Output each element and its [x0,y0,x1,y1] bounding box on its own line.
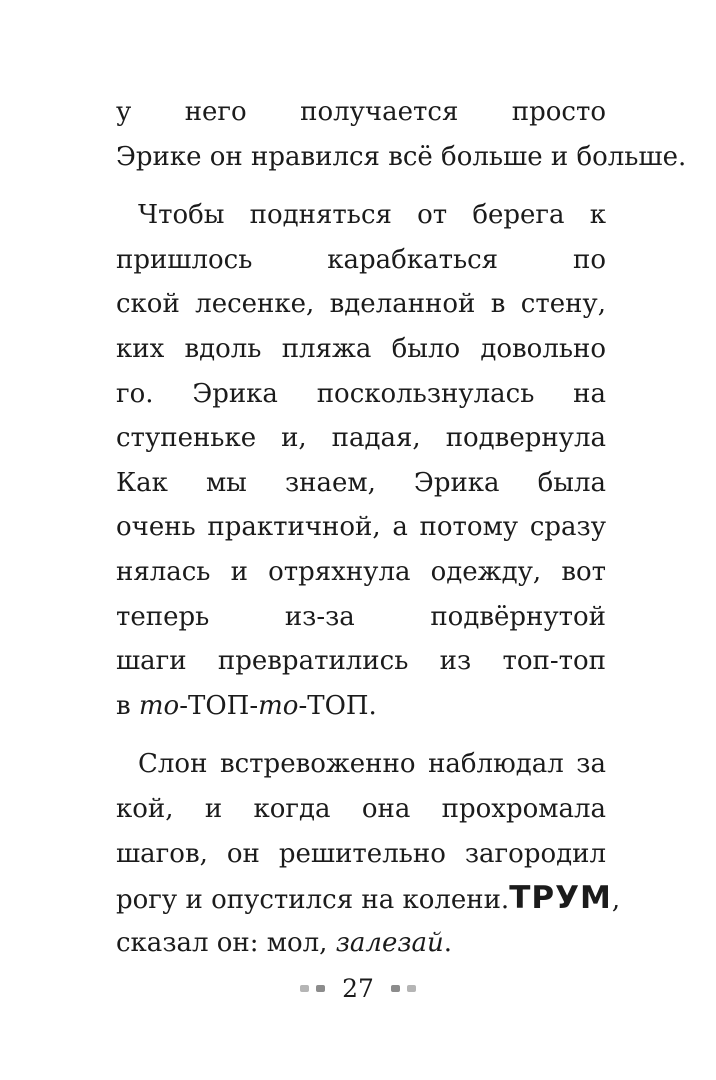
text-fragment: в [116,690,139,721]
text-line: го. Эрика поскользнулась на [116,378,606,409]
text-line [116,876,621,921]
text-line: Эрике он нравился всё больше и больше. [116,141,687,172]
page-number: 27 [342,973,374,1003]
text-line: шаги превратились из топ-топ [116,646,606,677]
text-line: нялась и отряхнула одежду, вот [116,556,606,587]
text-fragment: . [443,927,453,958]
ornament-dot [316,985,325,992]
paragraph-spacer [116,728,606,742]
text-line: ступеньке и, падая, подвернула [116,423,606,454]
italic-fragment: то [138,690,180,721]
text-line: Слон встревоженно наблюдал за [138,749,606,780]
ornament-dot [391,985,400,992]
text-line: ской лесенке, вделанной в стену, [116,289,606,320]
page-text [116,90,687,965]
text-line: теперь из-за подвёрнутой [116,601,606,632]
text-line [116,684,606,729]
ornament-dot [407,985,416,992]
sound-word: ТРУМ [509,880,612,917]
paragraph-spacer [116,179,606,193]
text-line: Как мы знаем, Эрика была [116,467,606,498]
text-line [116,921,606,966]
text-fragment: сказал он: мол, [116,927,336,958]
page-footer [0,968,716,1008]
italic-fragment: залезай [335,927,444,958]
text-fragment: -ТОП- [179,690,259,721]
text-line: у него получается просто [116,97,606,127]
text-line: шагов, он решительно загородил [116,838,606,869]
italic-fragment: то [258,690,299,721]
text-fragment: -ТОП. [298,690,377,721]
text-line: пришлось карабкаться по [116,244,606,275]
text-fragment: , [611,885,621,916]
text-line: ких вдоль пляжа было довольно [116,333,606,364]
text-line: очень практичной, а потому сразу [116,512,606,543]
text-line: кой, и когда она прохромала [116,793,606,824]
ornament-dot [300,985,309,992]
text-line: Чтобы подняться от берега к [138,200,606,231]
text-fragment: рогу и опустился на колени. [116,885,510,916]
